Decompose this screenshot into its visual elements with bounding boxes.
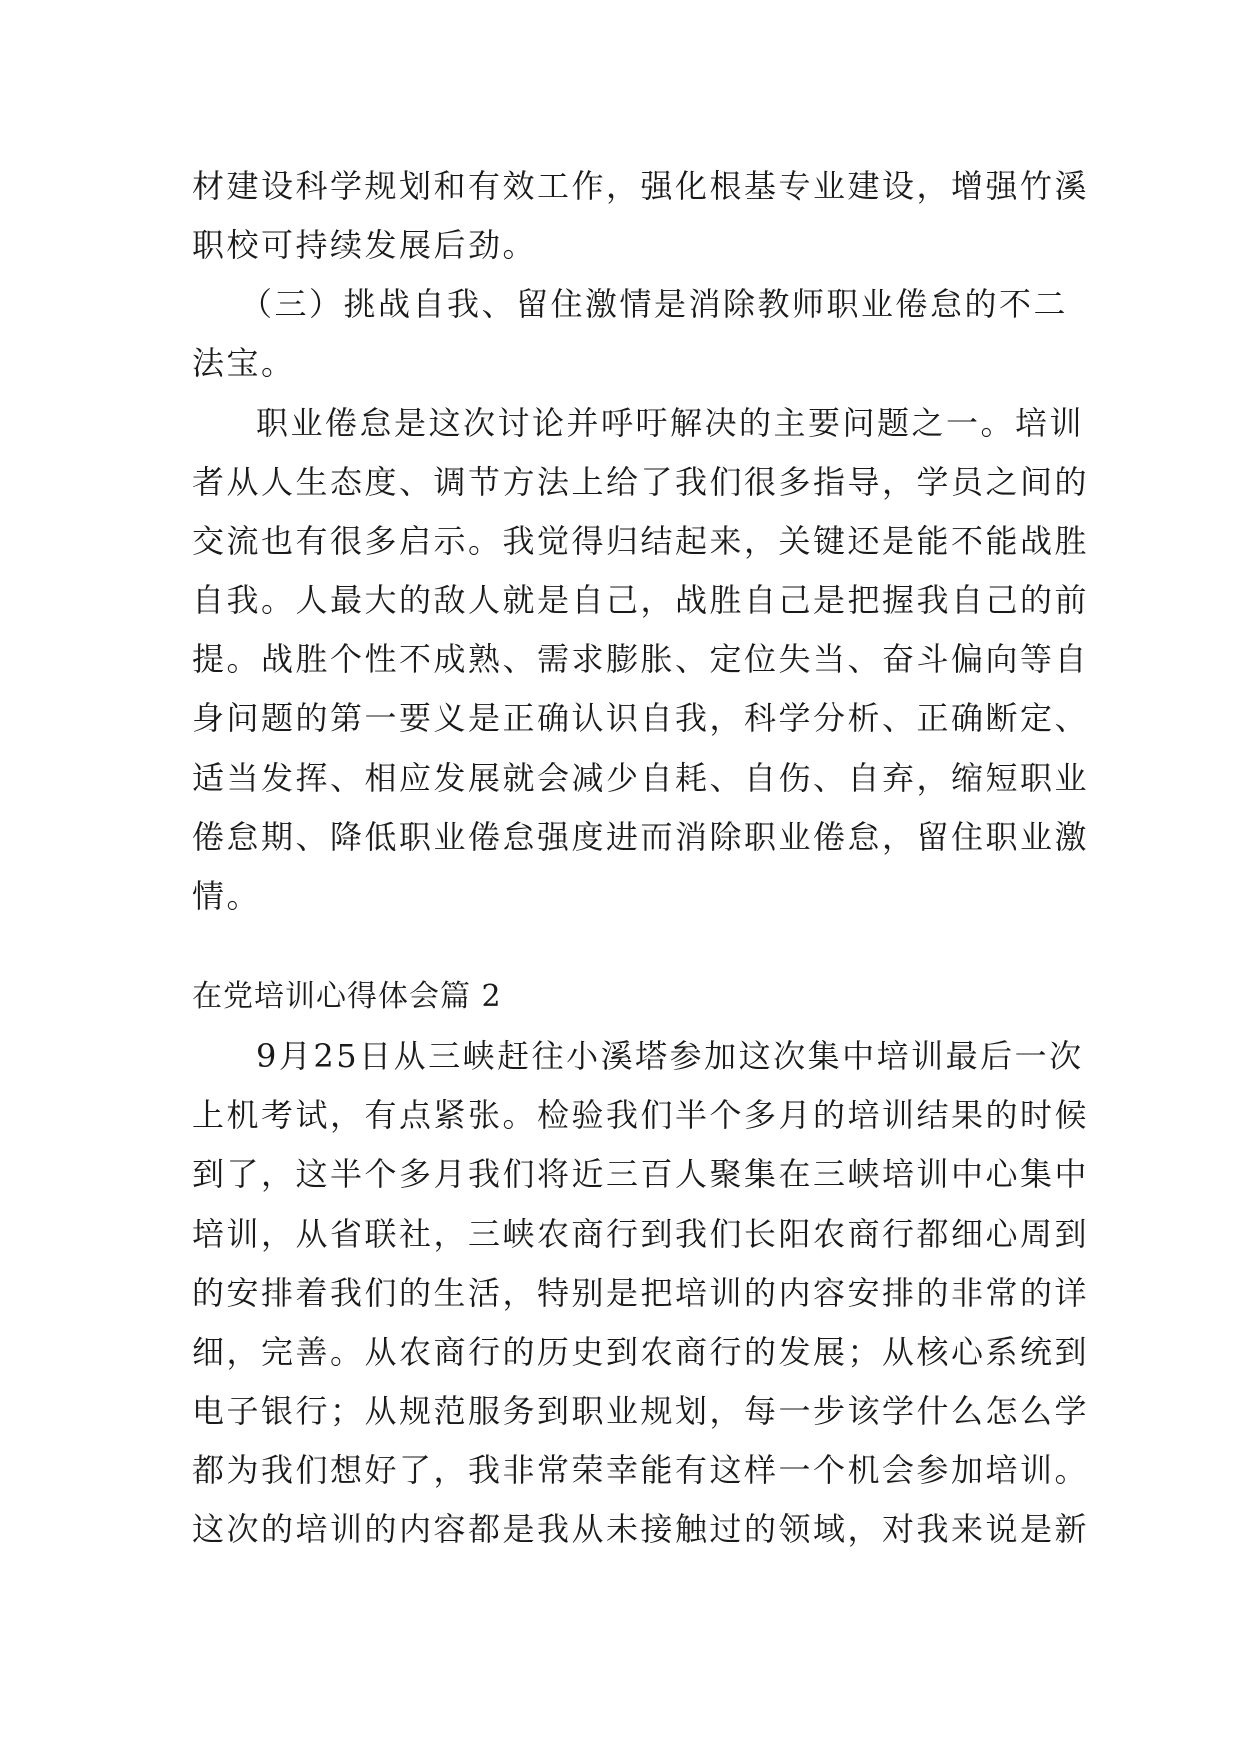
paragraph-line: 培训，从省联社，三峡农商行到我们长阳农商行都细心周到 xyxy=(192,1215,1090,1253)
paragraph-line: 自我。人最大的敌人就是自己，战胜自己是把握我自己的前 xyxy=(192,581,1090,619)
paragraph-line: 电子银行；从规范服务到职业规划，每一步该学什么怎么学 xyxy=(192,1392,1090,1430)
paragraph-line: 职校可持续发展后劲。 xyxy=(192,226,538,264)
paragraph-line: 都为我们想好了，我非常荣幸能有这样一个机会参加培训。 xyxy=(192,1451,1090,1489)
paragraph-line: 9月25日从三峡赶往小溪塔参加这次集中培训最后一次 xyxy=(256,1037,1084,1075)
paragraph-line: 职业倦怠是这次讨论并呼吁解决的主要问题之一。培训 xyxy=(256,404,1085,442)
paragraph-line: 情。 xyxy=(192,877,262,915)
paragraph-line: 到了，这半个多月我们将近三百人聚集在三峡培训中心集中 xyxy=(192,1155,1090,1193)
paragraph-line: 倦怠期、降低职业倦怠强度进而消除职业倦怠，留住职业激 xyxy=(192,818,1090,856)
paragraph-line: 这次的培训的内容都是我从未接触过的领域，对我来说是新 xyxy=(192,1510,1090,1548)
section-heading-line: 法宝。 xyxy=(192,344,296,382)
paragraph-line: 的安排着我们的生活，特别是把培训的内容安排的非常的详 xyxy=(192,1274,1090,1312)
article-title: 在党培训心得体会篇 2 xyxy=(192,979,502,1014)
paragraph-line: 细，完善。从农商行的历史到农商行的发展；从核心系统到 xyxy=(192,1333,1090,1371)
paragraph-line: 适当发挥、相应发展就会减少自耗、自伤、自弃，缩短职业 xyxy=(192,759,1090,797)
paragraph-line: 者从人生态度、调节方法上给了我们很多指导，学员之间的 xyxy=(192,463,1090,501)
paragraph-line: 材建设科学规划和有效工作，强化根基专业建设，增强竹溪 xyxy=(192,167,1090,205)
paragraph-line: 身问题的第一要义是正确认识自我，科学分析、正确断定、 xyxy=(192,699,1090,737)
paragraph-line: 提。战胜个性不成熟、需求膨胀、定位失当、奋斗偏向等自 xyxy=(192,640,1090,678)
paragraph-line: 交流也有很多启示。我觉得归结起来，关键还是能不能战胜 xyxy=(192,522,1090,560)
paragraph-line: 上机考试，有点紧张。检验我们半个多月的培训结果的时候 xyxy=(192,1096,1090,1134)
section-heading-line: （三）挑战自我、留住激情是消除教师职业倦怠的不二 xyxy=(240,285,1069,323)
